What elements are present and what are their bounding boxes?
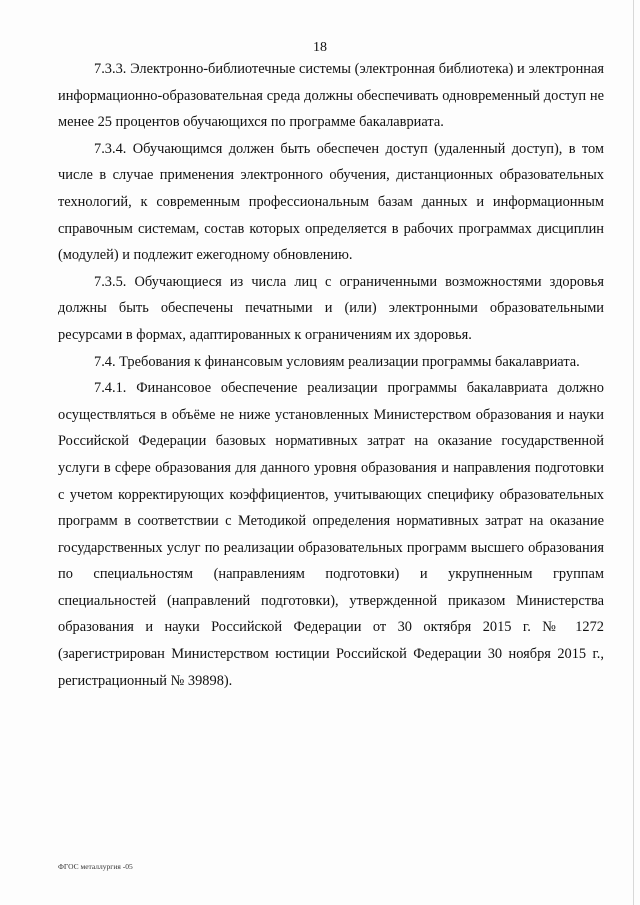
document-body [58,56,604,694]
page-footer: ФГОС металлургия -05 [58,862,133,871]
paragraph-7-4-1: 7.4.1. Финансовое обеспечение реализации программы бакалавриата должно осуществляться в объёме не ниже установленных Министерством образования и науки Российской Федерации базовых нормативных затрат на оказание государственной услуги в сфере образования для данного уровня образования и направления подготовки с учетом корректирующих коэффициентов, учитывающих специфику образовательных программ в соответствии с Методикой определения нормативных затрат на оказание государственных услуг по реализации образовательных программ высшего образования по специальностям (направлениям подготовки) и укрупненным группам специальностей (направлений подготовки), утвержденной приказом Министерства образования и науки Российской Федерации от 30 октября 2015 г. № 1272 (зарегистрирован Министерством юстиции Российской Федерации 30 ноября 2015 г., регистрационный № 39898). [58,380,604,689]
paragraph-7-4: 7.4. Требования к финансовым условиям реализации программы бакалавриата. [94,353,580,370]
scan-edge-line [633,0,634,905]
paragraph-7-3-4: 7.3.4. Обучающимся должен быть обеспечен доступ (удаленный доступ), в том числе в случае применения электронного обучения, дистанционных образовательных технологий, к современным профессиональным базам данных и информационным справочным системам, состав которых определяется в рабочих программах дисциплин (модулей) и подлежит ежегодному обновлению. [58,140,604,264]
paragraph-7-3-3: 7.3.3. Электронно-библиотечные системы (электронная библиотека) и электронная информационно-образовательная среда должны обеспечивать одновременный доступ не менее 25 процентов обучающихся по программе бакалавриата. [58,61,604,131]
page-number: 18 [313,40,327,55]
paragraph-7-3-5: 7.3.5. Обучающиеся из числа лиц с ограниченными возможностями здоровья должны быть обеспечены печатными и (или) электронными образовательными ресурсами в формах, адаптированных к ограничениям их здоровья. [58,273,604,343]
